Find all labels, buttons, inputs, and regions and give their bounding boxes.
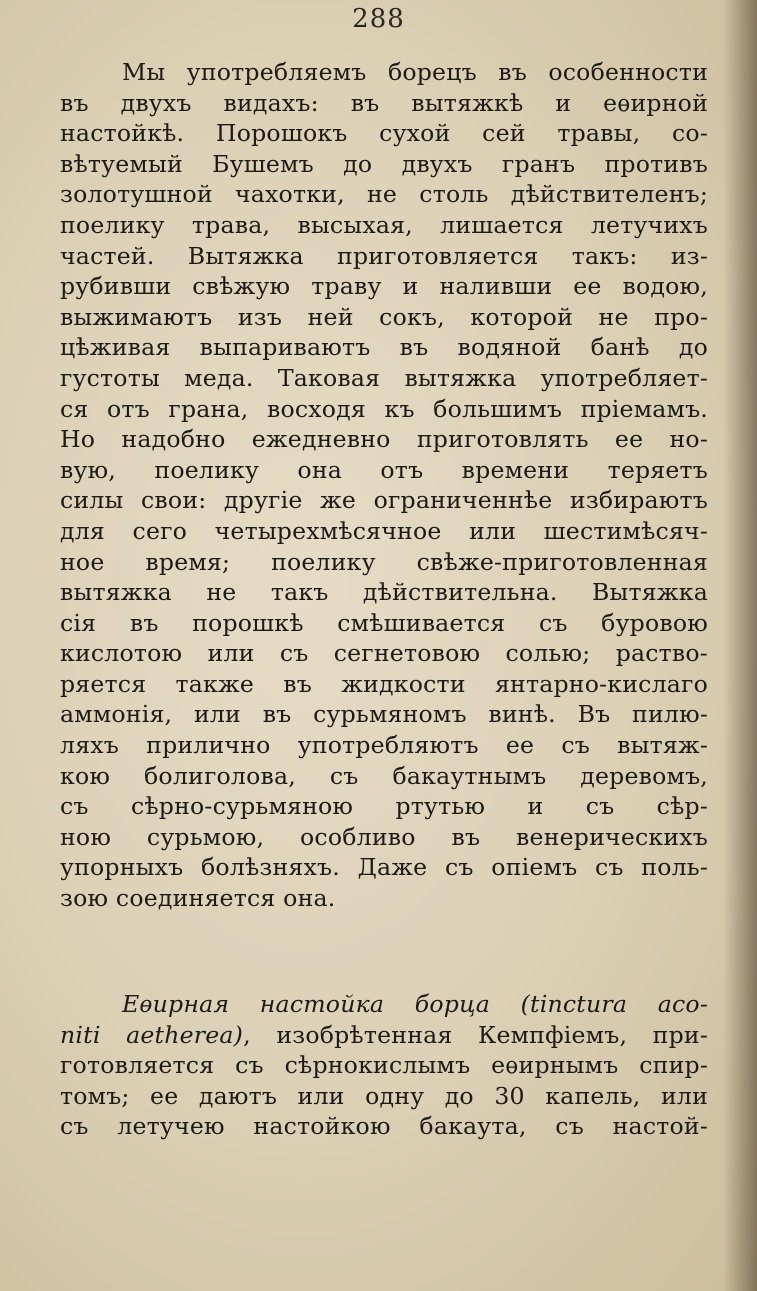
text-line: золотушной чахотки, не столь дѣйствителенъ; bbox=[60, 180, 708, 209]
text-line: съ летучею настойкою бакаута, съ настой- bbox=[60, 1112, 708, 1141]
text-line: силы свои: другіе же ограниченнѣе избираютъ bbox=[60, 486, 708, 515]
text-line bbox=[60, 1020, 708, 1051]
text-line: томъ; ее даютъ или одну до 30 капель, или bbox=[60, 1081, 708, 1110]
text-line: зою соединяется она. bbox=[60, 884, 336, 913]
text-line: вую, поелику она отъ времени теряетъ bbox=[60, 455, 708, 484]
text-line: цѣживая выпариваютъ въ водяной банѣ до bbox=[60, 333, 708, 362]
text-line: выжимаютъ изъ ней сокъ, которой не про- bbox=[60, 302, 708, 331]
text-line: настойкѣ. Порошокъ сухой сей травы, со- bbox=[60, 119, 708, 148]
text-line: съ сѣрно-сурьмяною ртутью и съ сѣр- bbox=[60, 792, 708, 821]
latin-term: niti aetherea) bbox=[60, 1020, 244, 1049]
text-line: рубивши свѣжую траву и наливши ее водою, bbox=[60, 272, 708, 301]
page-number: 288 bbox=[352, 4, 405, 34]
text-line: ляхъ прилично употребляютъ ее съ вытяж- bbox=[60, 731, 708, 760]
text-line: поелику трава, высыхая, лишается летучихъ bbox=[60, 210, 708, 239]
text-line: упорныхъ болѣзняхъ. Даже съ опіемъ съ поль- bbox=[60, 853, 708, 882]
text-line: ное время; поелику свѣже-приготовленная bbox=[60, 547, 708, 576]
text-line: готовляется съ сѣрнокислымъ еѳирнымъ спир- bbox=[60, 1051, 708, 1080]
text-line: для сего четырехмѣсячное или шестимѣсяч- bbox=[60, 516, 708, 545]
text-line: сія въ порошкѣ смѣшивается съ буровою bbox=[60, 608, 708, 637]
text-line: аммонія, или въ сурьмяномъ винѣ. Въ пилю- bbox=[60, 700, 708, 729]
text-line: ся отъ грана, восходя къ большимъ пріемамъ. bbox=[60, 394, 708, 423]
text-line: ною сурьмою, особливо въ венерическихъ bbox=[60, 822, 708, 851]
paragraph-2 bbox=[60, 989, 708, 1142]
text-line: вытяжка не такъ дѣйствительна. Вытяжка bbox=[60, 578, 708, 607]
text-line: кислотою или съ сегнетовою солью; раство- bbox=[60, 639, 708, 668]
text-line: кою болиголова, съ бакаутнымъ деревомъ, bbox=[60, 761, 708, 790]
text-line: Но надобно ежедневно приготовлять ее но- bbox=[60, 425, 708, 454]
text-line: вѣтуемый Бушемъ до двухъ гранъ противъ bbox=[60, 149, 708, 178]
text-line: Мы употребляемъ борецъ въ особенности bbox=[122, 58, 708, 86]
text-line-italic-heading: Еѳирная настойка борца (tinctura aco- bbox=[122, 990, 708, 1018]
text-line: частей. Вытяжка приготовляется такъ: из- bbox=[60, 241, 708, 270]
text-line: ряется также въ жидкости янтарно-кислаго bbox=[60, 669, 708, 698]
text-line: въ двухъ видахъ: въ вытяжкѣ и еѳирной bbox=[60, 88, 708, 117]
paragraph-1 bbox=[60, 57, 708, 914]
text-segment: , изобрѣтенная Кемпфіемъ, при- bbox=[243, 1020, 709, 1049]
text-line: густоты меда. Таковая вытяжка употребляет- bbox=[60, 363, 708, 392]
